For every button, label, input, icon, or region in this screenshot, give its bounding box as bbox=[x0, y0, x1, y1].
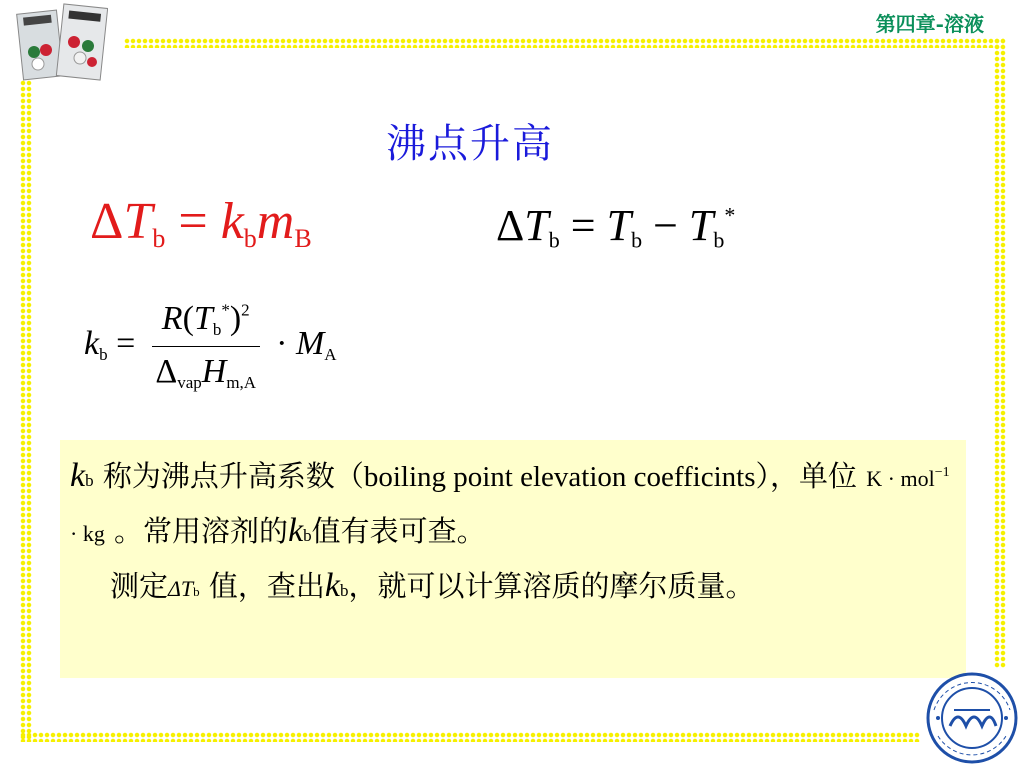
dot-operator: · bbox=[276, 325, 288, 363]
sub-b: b bbox=[631, 227, 643, 253]
equals-sign: = bbox=[570, 201, 596, 250]
formula-delta-T bbox=[496, 200, 735, 254]
var-m: m bbox=[256, 193, 295, 250]
note-english: boiling point elevation coefficints bbox=[363, 460, 756, 493]
sub-b: b bbox=[152, 224, 166, 254]
chapter-title: 第四章-溶液 bbox=[875, 12, 984, 36]
var-T: T bbox=[193, 300, 213, 337]
superscript-star: * bbox=[221, 300, 230, 320]
frame-dotted-left bbox=[20, 80, 32, 740]
paren-close: ) bbox=[229, 300, 242, 337]
unit-kg: · kg bbox=[70, 520, 105, 546]
numerator bbox=[152, 300, 260, 347]
var-R: R bbox=[161, 300, 183, 337]
superscript-2: 2 bbox=[241, 300, 250, 320]
unit-text: K · mol bbox=[866, 465, 935, 491]
sub-vap: vap bbox=[177, 372, 202, 392]
var-M: M bbox=[295, 325, 325, 363]
frame-dotted-top bbox=[124, 38, 1004, 48]
frame-dotted-bottom bbox=[20, 732, 920, 742]
superscript-star: * bbox=[724, 202, 736, 228]
var-k: k bbox=[324, 566, 340, 604]
var-T: T bbox=[606, 201, 632, 250]
university-seal-icon bbox=[924, 670, 1020, 766]
denominator bbox=[152, 347, 260, 393]
textbook-cover-icon bbox=[16, 2, 108, 82]
explanation-box bbox=[60, 440, 966, 678]
sub-B: B bbox=[294, 224, 312, 254]
note-text-2: ），单位 bbox=[755, 458, 858, 493]
note-text-4: 值有表可查。 bbox=[311, 513, 486, 548]
delta-symbol: Δ bbox=[155, 352, 178, 390]
note-text-5: 测定 bbox=[110, 568, 169, 603]
note-text-3: 。常用溶剂的 bbox=[114, 513, 289, 548]
sub-b: b bbox=[340, 580, 349, 600]
note-text-1: 称为沸点升高系数（ bbox=[102, 458, 364, 493]
sub-b: b bbox=[193, 583, 200, 599]
minus-sign: − bbox=[653, 201, 678, 250]
sub-b: b bbox=[99, 345, 108, 365]
slide-title: 沸点升高 bbox=[386, 121, 554, 167]
var-T: T bbox=[123, 193, 153, 250]
sub-b: b bbox=[85, 470, 94, 490]
formula-boiling-elevation bbox=[90, 192, 312, 254]
var-H: H bbox=[201, 352, 227, 390]
equals-sign: = bbox=[116, 325, 136, 363]
delta-symbol: Δ bbox=[90, 193, 124, 250]
sub-b: b bbox=[212, 319, 222, 339]
var-T: T bbox=[688, 201, 714, 250]
var-k: k bbox=[70, 456, 86, 494]
note-text-7: ，就可以计算溶质的摩尔质量。 bbox=[348, 568, 755, 603]
equals-sign: = bbox=[178, 193, 208, 250]
var-k: k bbox=[220, 193, 244, 250]
sub-b: b bbox=[548, 227, 560, 253]
note-text-6: 值，查出 bbox=[208, 568, 325, 603]
var-T: T bbox=[524, 201, 549, 250]
fraction bbox=[152, 300, 260, 393]
sub-b: b bbox=[713, 227, 725, 253]
paren-open: ( bbox=[182, 300, 194, 337]
var-k: k bbox=[84, 325, 100, 363]
sub-mA: m,A bbox=[226, 372, 257, 392]
formula-kb bbox=[84, 300, 337, 393]
sub-A: A bbox=[324, 345, 337, 365]
delta-symbol: Δ bbox=[496, 201, 525, 250]
sub-b: b bbox=[243, 224, 257, 254]
delta-T: ΔT bbox=[168, 575, 194, 601]
sub-b: b bbox=[303, 525, 312, 545]
frame-dotted-right bbox=[994, 38, 1006, 668]
var-k: k bbox=[288, 511, 304, 549]
unit-exponent: −1 bbox=[934, 465, 950, 480]
